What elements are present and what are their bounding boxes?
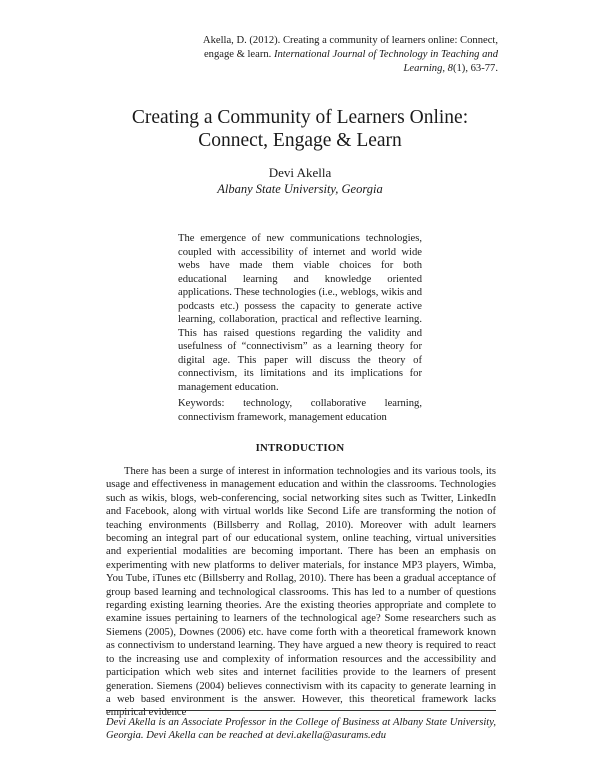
title-line2: Connect, Engage & Learn xyxy=(198,130,402,151)
title-line1: Creating a Community of Learners Online: xyxy=(131,107,469,128)
citation-line1: Akella, D. (2012). Creating a community of learners online: Connect, xyxy=(202,35,498,46)
abstract: The emergence of new communications technologies, coupled with accessibility of internet and world wide webs have made them viable choices for both educational learning and knowledge oriented applications. These technologies (i.e., weblogs, wikis and podcasts etc.) possess the capacity to generate active learning, collaboration, practical and reflective learning. This has raised questions regarding the validity and usefulness of “connectivism” as a learning theory for digital age. This paper will discuss the theory of connectivism, its limitations and its implications for management education. xyxy=(178,233,422,393)
author-footnote: Devi Akella is an Associate Professor in the College of Business at Albany State University, Georgia. Devi Akella can be reached at devi.akella@asurams.edu xyxy=(106,717,496,742)
author-name: Devi Akella xyxy=(268,165,332,180)
introduction-paragraph: There has been a surge of interest in information technologies and its various tools, its usage and effectiveness in management education and within the classrooms. Technologies such as wikis, blogs, web-conferencing, social networking sites such as Twitter, LinkedIn and Facebook, along with virtual worlds like Second Life are transforming the notion of teaching environments (Billsberry and Rollag, 2010). Moreover with adult learners becoming an integral part of our educational system, online teaching, virtual universities and experiential modalities are becoming important. There has been an emphasis on experimenting with new platforms to deliver materials, for instance MP3 players, Wimba, You Tube, iTunes etc (Billsberry and Rollag, 2010). There has been a gradual acceptance of group based learning and technological classrooms. This has led to a number of questions regarding existing learning theories. Are the existing theories appropriate and complete to examine issues pertaining to learners of the technological age? Some researchers such as Siemens (2005), Downes (2006) etc. have come forth with a theoretical framework known as connectivism to understand learning. They have argued a new theory is required to react to the increasing use and complexity of information resources and the accessibility and participation which web sites and internet facilities provide to the learners of present generation. Siemens (2004) believes connectivism with its capacity to generate learning in a web based environment is the answer. However, this theoretical framework lacks empirical evidence xyxy=(106,466,496,719)
section-heading: INTRODUCTION xyxy=(255,442,345,454)
citation-journal: International Journal of Technology in Teaching and Learning, 8 xyxy=(273,49,498,74)
paper-title xyxy=(0,106,600,152)
author-affiliation: Albany State University, Georgia xyxy=(217,182,383,196)
citation-line2-prefix: engage & learn. xyxy=(203,49,274,60)
footnote-divider xyxy=(106,710,496,711)
citation-suffix: (1), 63-77. xyxy=(452,63,498,74)
keywords: Keywords: technology, collaborative learning, connectivism framework, management education xyxy=(178,398,422,423)
citation xyxy=(168,34,498,76)
